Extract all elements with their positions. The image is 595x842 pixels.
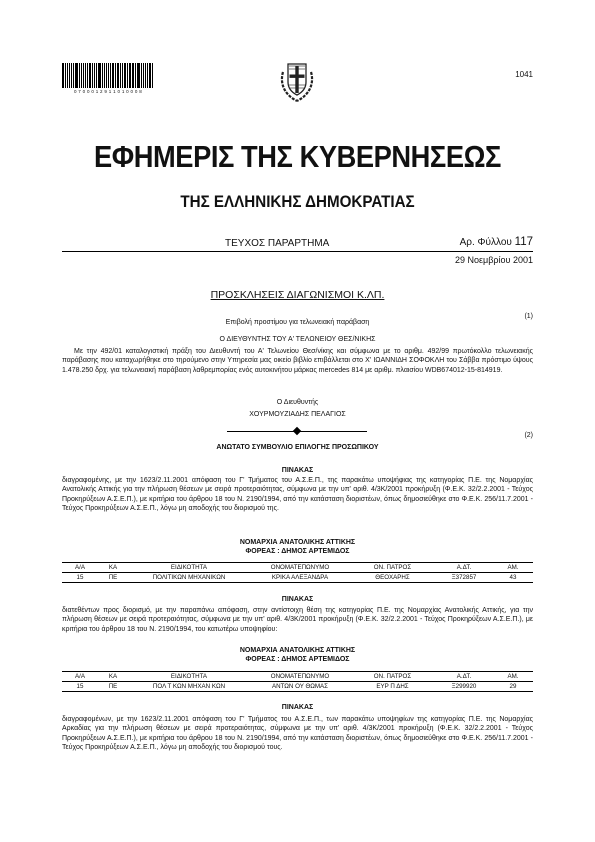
issue-type: ΤΕΥΧΟΣ ΠΑΡΑΡΤΗΜΑ bbox=[225, 238, 330, 249]
table-cell: 43 bbox=[493, 573, 533, 583]
table-cell: ΕΥΡ Π ΔΗΣ bbox=[350, 682, 435, 692]
table-label: ΠΙΝΑΚΑΣ bbox=[281, 596, 314, 603]
barcode-bar bbox=[122, 63, 123, 88]
table-cell: 29 bbox=[493, 682, 533, 692]
table-cell: ΑΝΤΩΝ ΟΥ ΘΩΜΑΣ bbox=[250, 682, 350, 692]
signer-title: Ο Διευθυντής bbox=[276, 399, 319, 406]
signer-name: ΧΟΥΡΜΟΥΖΙΑΔΗΣ ΠΕΛΑΓΙΟΣ bbox=[249, 411, 346, 418]
barcode-bar bbox=[71, 63, 72, 88]
header-rule bbox=[62, 251, 533, 252]
notice-number: (1) bbox=[524, 313, 533, 320]
barcode-bar bbox=[73, 63, 74, 88]
barcode-bar bbox=[92, 63, 94, 88]
column-header: ΚΑ bbox=[98, 672, 128, 682]
sheet-label: Αρ. Φύλλου bbox=[459, 237, 512, 248]
column-header: ΕΙΔΙΚΟΤΗΤΑ bbox=[128, 563, 250, 573]
section-title: ΠΡΟΣΚΛΗΣΕΙΣ ΔΙΑΓΩΝΙΣΜΟΙ Κ.ΛΠ. bbox=[210, 289, 385, 301]
barcode-bar bbox=[83, 63, 84, 88]
column-header: ΚΑ bbox=[98, 563, 128, 573]
table-cell: ΚΡΙΚΑ ΑΛΕΞΑΝΔΡΑ bbox=[250, 573, 350, 583]
barcode-bar bbox=[117, 63, 120, 88]
table-cell: ΠΕ bbox=[98, 573, 128, 583]
barcode-bar bbox=[110, 63, 111, 88]
page-number: 1041 bbox=[515, 70, 533, 79]
barcode-bar bbox=[106, 63, 108, 88]
column-header: Α/Α bbox=[62, 672, 98, 682]
body-heading: ΦΟΡΕΑΣ : ΔΗΜΟΣ ΑΡΤΕΜΙΔΟΣ bbox=[245, 548, 350, 555]
barcode-bar bbox=[87, 63, 88, 88]
barcode-bar bbox=[96, 63, 97, 88]
notice-body: Με την 492/01 καταλογιστική πράξη του Διευθυντή του Α' Τελωνείου Θεσ/νίκης και σύμφωνα με το αριθμ. 492/99 πρωτόκολλο τελωνειακής παράβασης που καταχωρήθηκε στο τηρούμενο στην Υπηρεσία μας οικείο βιβλίο επιβάλλεται στο Χ' ΙΩΑΝΝΙΔΗ ΣΟΦΟΚΛΗ του Σάββα πρόστιμο ύψους 1.478.250 δρχ. για τελωνειακή παράβαση λαθρεμπορίας ενός αυτοκινήτου μάρκας mercedes 814 με αριθμ. πλαισίου WDB674012-15-814919. bbox=[62, 348, 533, 374]
region-heading: ΝΟΜΑΡΧΙΑ ΑΝΑΤΟΛΙΚΗΣ ΑΤΤΙΚΗΣ bbox=[239, 647, 356, 654]
candidates-table bbox=[62, 671, 533, 692]
divider-ornament bbox=[293, 427, 301, 435]
barcode-bar bbox=[81, 63, 83, 88]
column-header: Α/Α bbox=[62, 563, 98, 573]
barcode-bar bbox=[147, 63, 148, 88]
table-cell: 15 bbox=[62, 573, 98, 583]
column-header: ΕΙΔΙΚΟΤΗΤΑ bbox=[128, 672, 250, 682]
barcode-bar bbox=[120, 63, 121, 88]
barcode bbox=[62, 63, 154, 88]
coat-of-arms-icon bbox=[277, 58, 317, 104]
notice-authority: ΑΝΩΤΑΤΟ ΣΥΜΒΟΥΛΙΟ ΕΠΙΛΟΓΗΣ ΠΡΟΣΩΠΙΚΟΥ bbox=[216, 444, 379, 451]
barcode-bar bbox=[69, 63, 71, 88]
paragraph: διατεθέντων προς διορισμό, με την παραπάνω απόφαση, στην αντίστοιχη θέση της κατηγορίας Π.Ε. της Νομαρχίας Ανατολικής Αττικής, για την πλήρωση θέσεων με σειρά προτεραιότητας, σύμφωνα με την υπ' αριθ. 4/3Κ/2001 προκήρυξη (Φ.Ε.Κ. 32/2.2.2001 - Τεύχος Προκηρύξεων Α.Σ.Ε.Π.), με κριτήρια του άρθρου 18 του Ν. 2190/1994, του κατωτέρω υποψηφίου: bbox=[62, 607, 533, 633]
issue-date: 29 Νοεμβρίου 2001 bbox=[455, 255, 533, 265]
gazette-title: ΕΦΗΜΕΡΙΣ ΤΗΣ ΚΥΒΕΡΝΗΣΕΩΣ bbox=[94, 139, 501, 174]
paragraph: διαγραφομένης, με την 1623/2.11.2001 απόφαση του Γ' Τμήματος του Α.Σ.Ε.Π., της παρακάτω υποψήφιας της κατηγορίας Π.Ε. της Νομαρχίας Ανατολικής Αττικής για την πλήρωση θέσεων με σειρά προτεραιότητας, σύμφωνα με την υπ' αριθ. 4/3Κ/2001 προκήρυξη (Φ.Ε.Κ. 32/2.2.2001 - Τεύχος Προκηρύξεων Α.Σ.Ε.Π.), με κριτήρια του άρθρου 18 του Ν. 2190/1994, από την κατάσταση διοριστέων, όπως δημοσιεύθηκε στο Φ.Ε.Κ. 256/11.7.2001 - Τεύχος Προκηρύξεων Α.Σ.Ε.Π., λόγω μη αποδοχής του διορισμού της. bbox=[62, 477, 533, 513]
barcode-bar bbox=[149, 63, 151, 88]
notice-subject: Επιβολή προστίμου για τελωνειακή παράβαση bbox=[225, 319, 370, 326]
table-label: ΠΙΝΑΚΑΣ bbox=[281, 704, 314, 711]
paragraph: διαγραφομένων, με την 1623/2.11.2001 απόφαση του Γ' Τμήματος του Α.Σ.Ε.Π., των παρακάτω υποψηφίων της κατηγορίας Π.Ε. της Νομαρχίας Αρκαδίας για την πλήρωση θέσεων με σειρά προτεραιότητας, σύμφωνα με την υπ' αριθ. 4/3Κ/2001 προκήρυξη (Φ.Ε.Κ. 32/2.2.2001 - Τεύχος Προκηρύξεων Α.Σ.Ε.Π.), με κριτήρια του άρθρου 18 του Ν. 2190/1994, από την κατάσταση διοριστέων, όπως δημοσιεύθηκε στο Φ.Ε.Κ. 256/11.7.2001 - Τεύχος Προκηρύξεων Α.Σ.Ε.Π., λόγω μη αποδοχής του διορισμού τους. bbox=[62, 716, 533, 752]
table-cell: Ξ299920 bbox=[435, 682, 493, 692]
column-header: ΟΝ. ΠΑΤΡΟΣ bbox=[350, 672, 435, 682]
table-cell: ΠΕ bbox=[98, 682, 128, 692]
barcode-bar bbox=[62, 63, 64, 88]
barcode-bar bbox=[98, 63, 101, 88]
barcode-bar bbox=[137, 63, 140, 88]
gazette-subtitle: ΤΗΣ ΕΛΛΗΝΙΚΗΣ ΔΗΜΟΚΡΑΤΙΑΣ bbox=[180, 193, 415, 211]
sheet-number-block bbox=[460, 236, 533, 248]
barcode-bar bbox=[132, 63, 133, 88]
table-cell: Ξ372857 bbox=[435, 573, 493, 583]
barcode-bar bbox=[124, 63, 126, 88]
barcode-bar bbox=[127, 63, 128, 88]
notice-number: (2) bbox=[524, 432, 533, 439]
barcode-number: 0 7 0 0 0 1 2 9 1 1 0 1 0 0 0 8 bbox=[73, 89, 143, 94]
barcode-bar bbox=[67, 63, 68, 88]
barcode-bar bbox=[145, 63, 146, 88]
region-heading: ΝΟΜΑΡΧΙΑ ΑΝΑΤΟΛΙΚΗΣ ΑΤΤΙΚΗΣ bbox=[239, 539, 356, 546]
barcode-bar bbox=[133, 63, 134, 88]
barcode-bar bbox=[102, 63, 103, 88]
column-header: ΑΜ. bbox=[493, 672, 533, 682]
column-header: ΟΝ. ΠΑΤΡΟΣ bbox=[350, 563, 435, 573]
column-header: ΑΜ. bbox=[493, 563, 533, 573]
barcode-bar bbox=[129, 63, 131, 88]
candidates-table bbox=[62, 562, 533, 583]
column-header: Α.ΔΤ. bbox=[435, 563, 493, 573]
sheet-number: 117 bbox=[514, 236, 533, 248]
table-row bbox=[62, 573, 533, 583]
body-heading: ΦΟΡΕΑΣ : ΔΗΜΟΣ ΑΡΤΕΜΙΔΟΣ bbox=[245, 656, 350, 663]
barcode-bar bbox=[94, 63, 95, 88]
barcode-bar bbox=[85, 63, 86, 88]
table-cell: ΠΟΛ Τ ΚΩΝ ΜΗΧΑΝ ΚΩΝ bbox=[128, 682, 250, 692]
barcode-bar bbox=[89, 63, 91, 88]
barcode-bar bbox=[75, 63, 78, 88]
barcode-bar bbox=[141, 63, 142, 88]
table-cell: ΠΟΛΙΤΙΚΩΝ ΜΗΧΑΝΙΚΩΝ bbox=[128, 573, 250, 583]
barcode-bar bbox=[115, 63, 116, 88]
table-cell: ΘΕΟΧΑΡΗΣ bbox=[350, 573, 435, 583]
column-header: ΟΝΟΜΑΤΕΠΩΝΥΜΟ bbox=[250, 672, 350, 682]
barcode-bar bbox=[143, 63, 145, 88]
barcode-bar bbox=[79, 63, 80, 88]
column-header: ΟΝΟΜΑΤΕΠΩΝΥΜΟ bbox=[250, 563, 350, 573]
barcode-bar bbox=[65, 63, 66, 88]
notice-authority: Ο ΔΙΕΥΘΥΝΤΗΣ ΤΟΥ Α' ΤΕΛΩΝΕΙΟΥ ΘΕΣ/ΝΙΚΗΣ bbox=[219, 336, 376, 343]
barcode-bar bbox=[104, 63, 105, 88]
barcode-bar bbox=[152, 63, 153, 88]
barcode-bar bbox=[112, 63, 114, 88]
barcode-bar bbox=[135, 63, 136, 88]
barcode-bar bbox=[108, 63, 109, 88]
table-row bbox=[62, 682, 533, 692]
column-header: Α.ΔΤ. bbox=[435, 672, 493, 682]
table-cell: 15 bbox=[62, 682, 98, 692]
table-label: ΠΙΝΑΚΑΣ bbox=[281, 467, 314, 474]
